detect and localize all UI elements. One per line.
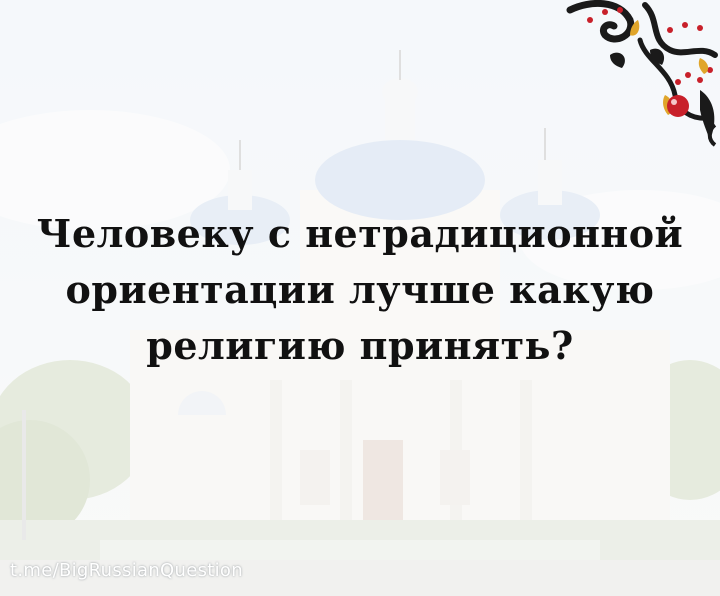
question-line-3: религию принять? [146, 323, 574, 368]
khokhloma-ornament-icon [550, 0, 720, 150]
question-text [0, 206, 720, 374]
telegram-watermark: t.me/BigRussianQuestion [10, 560, 243, 581]
question-line-1: Человеку с нетрадиционной [36, 211, 684, 256]
question-line-2: ориентации лучше какую [65, 267, 655, 312]
